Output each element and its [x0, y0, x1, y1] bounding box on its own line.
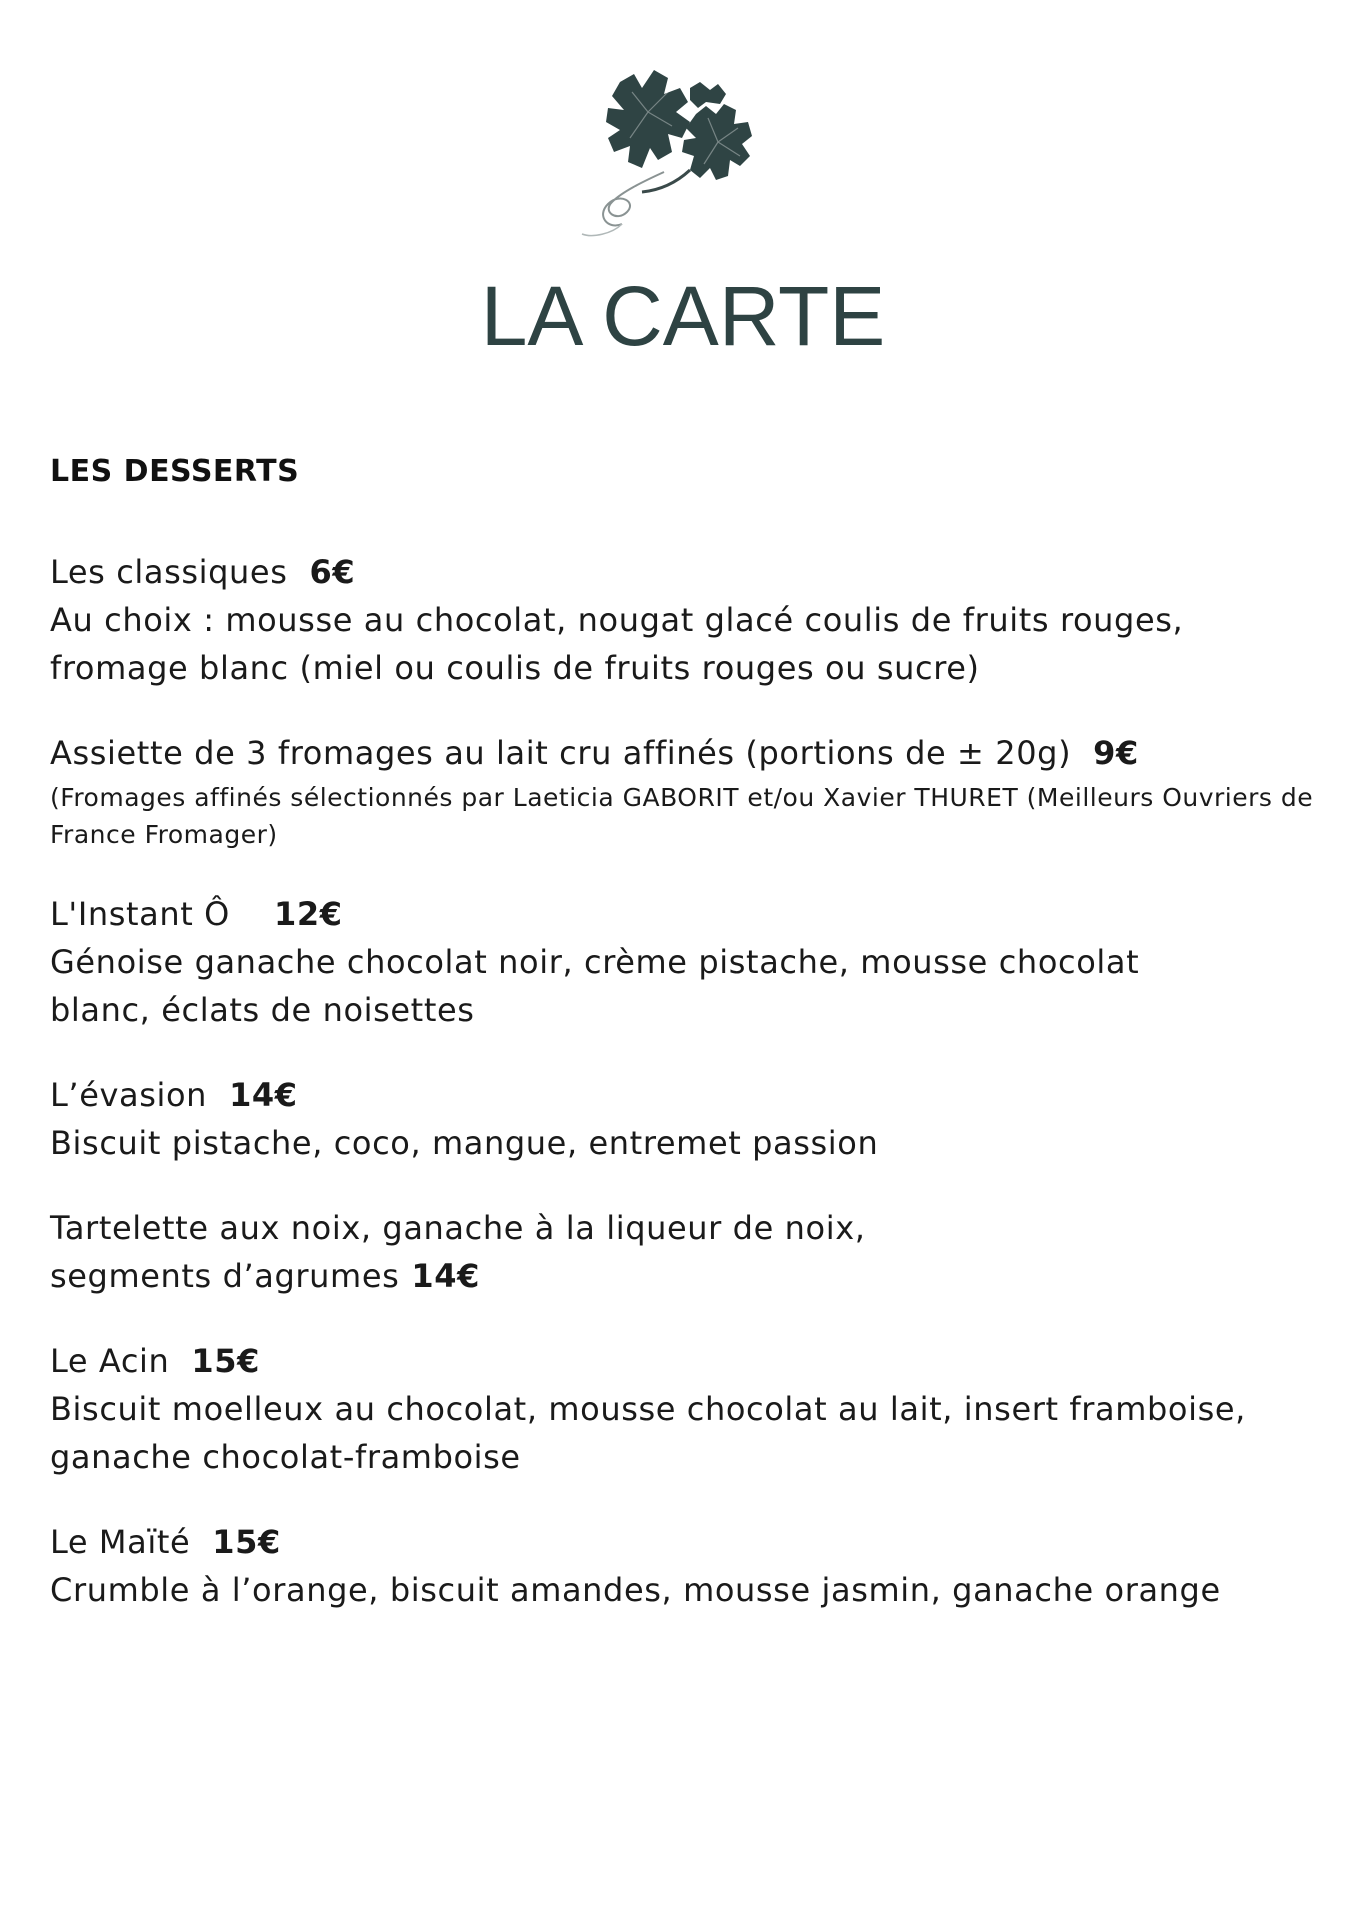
- item-name: Tartelette aux noix, ganache à la liqueur de noix,: [50, 1209, 866, 1247]
- item-description: fromage blanc (miel ou coulis de fruits rouges ou sucre): [50, 649, 980, 687]
- item-name: Les classiques: [50, 553, 288, 591]
- item-name: L'Instant Ô: [50, 895, 230, 933]
- menu-item: [50, 890, 1340, 1034]
- item-price: 9€: [1093, 734, 1139, 772]
- menu-item: [50, 1204, 1340, 1300]
- item-price: 15€: [212, 1523, 281, 1561]
- vine-leaf-icon: [572, 52, 812, 242]
- menu-item: [50, 1337, 1340, 1481]
- page-title: LA CARTE: [480, 269, 886, 363]
- item-description: ganache chocolat-framboise: [50, 1438, 521, 1476]
- item-description: Biscuit moelleux au chocolat, mousse chocolat au lait, insert framboise,: [50, 1390, 1246, 1428]
- item-description: Biscuit pistache, coco, mangue, entremet passion: [50, 1124, 879, 1162]
- item-name: Le Acin: [50, 1342, 170, 1380]
- item-price: 15€: [191, 1342, 261, 1380]
- item-price: 6€: [309, 553, 356, 591]
- item-name: segments d’agrumes: [50, 1257, 400, 1295]
- item-name: Assiette de 3 fromages au lait cru affinés (portions de ± 20g): [50, 734, 1072, 772]
- item-name: Le Maïté: [50, 1523, 191, 1561]
- item-price: 14€: [411, 1257, 480, 1295]
- item-price: 14€: [229, 1076, 298, 1114]
- menu-item: [50, 1518, 1340, 1614]
- section-title: LES DESSERTS: [50, 454, 300, 489]
- menu-content: [50, 452, 1340, 1651]
- item-description: blanc, éclats de noisettes: [50, 991, 475, 1029]
- menu-item: [50, 548, 1340, 692]
- menu-item: [50, 729, 1340, 853]
- item-description: Crumble à l’orange, biscuit amandes, mousse jasmin, ganache orange: [50, 1571, 1221, 1609]
- item-name: L’évasion: [50, 1076, 208, 1114]
- item-description: Au choix : mousse au chocolat, nougat glacé coulis de fruits rouges,: [50, 601, 1184, 639]
- menu-item: [50, 1071, 1340, 1167]
- item-note: (Fromages affinés sélectionnés par Laeticia GABORIT et/ou Xavier THURET (Meilleurs Ouvriers de France Fromager): [50, 783, 1314, 849]
- item-price: 12€: [273, 895, 343, 933]
- item-description: Génoise ganache chocolat noir, crème pistache, mousse chocolat: [50, 943, 1140, 981]
